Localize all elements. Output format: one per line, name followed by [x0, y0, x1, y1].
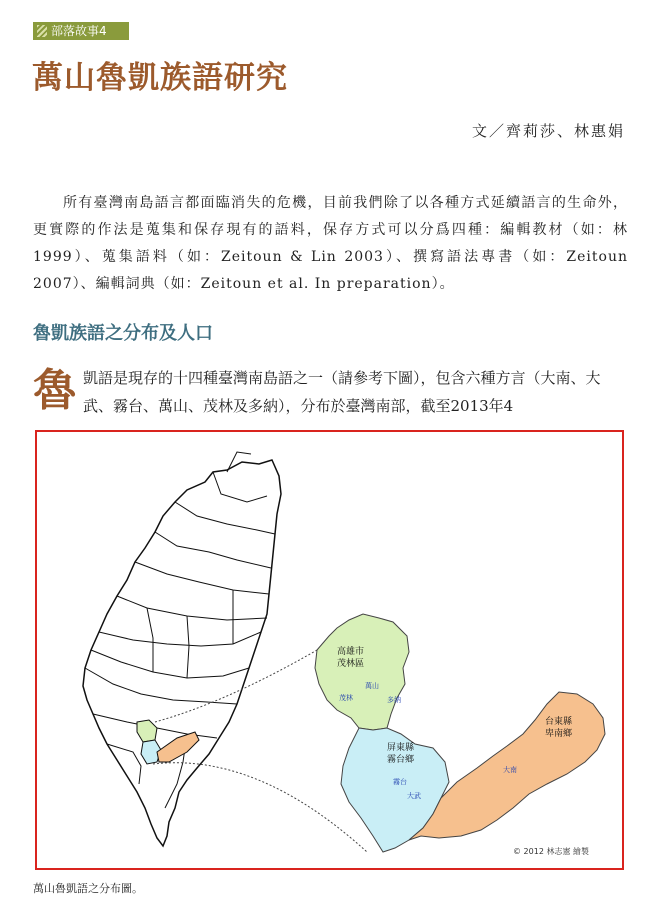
- distribution-map: [37, 432, 622, 868]
- pingtung-label-1: 屏東縣: [387, 743, 415, 753]
- intro-paragraph: [33, 190, 628, 298]
- map-figure: [35, 430, 624, 870]
- author-line: 文／齊莉莎、林惠娟: [471, 122, 625, 140]
- map-credit: © 2012 林志憲 繪製: [513, 847, 589, 856]
- place-dawu: 大武: [407, 792, 421, 800]
- kaohsiung-region: [315, 614, 409, 730]
- stripes-decoration: [37, 25, 47, 37]
- body-paragraph: [33, 364, 628, 420]
- place-wutai: 霧台: [393, 778, 407, 786]
- section-tag: [33, 22, 129, 40]
- section-tag-label: 部落故事4: [51, 24, 107, 38]
- place-maolin: 茂林: [339, 694, 353, 702]
- taitung-label-2: 卑南鄉: [545, 729, 573, 739]
- taiwan-outline: [83, 460, 281, 846]
- body-text: 凱語是現存的十四種臺灣南島語之一（請參考下圖），包含六種方言（大南、大武、霧台、萬山、茂林及多納），分布於臺灣南部，截至2013年4: [83, 369, 601, 415]
- pingtung-label-2: 霧台鄉: [387, 755, 415, 765]
- intro-text: 所有臺灣南島語言都面臨消失的危機，目前我們除了以各種方式延續語言的生命外，更實際的作法是蒐集和保存現有的語料，保存方式可以分爲四種：編輯教材（如：林1999）、蒐集語料（如：Zeitoun & Lin 2003）、撰寫語法專書（如：Zeitoun 2007）、編輯詞典（如：Zeitoun et al. In preparation）。: [33, 195, 628, 292]
- kaohsiung-label-2: 茂林區: [337, 659, 365, 669]
- taitung-label-1: 台東縣: [545, 717, 573, 727]
- place-wanshan: 萬山: [365, 682, 379, 690]
- place-duona: 多納: [387, 696, 401, 704]
- place-danan: 大南: [503, 766, 517, 774]
- kaohsiung-label-1: 高雄市: [337, 647, 365, 657]
- article-title: 萬山魯凱族語研究: [32, 60, 288, 96]
- drop-cap: 魯: [33, 365, 77, 416]
- section-heading: 魯凱族語之分布及人口: [33, 323, 213, 344]
- map-caption: 萬山魯凱語之分布圖。: [33, 882, 143, 895]
